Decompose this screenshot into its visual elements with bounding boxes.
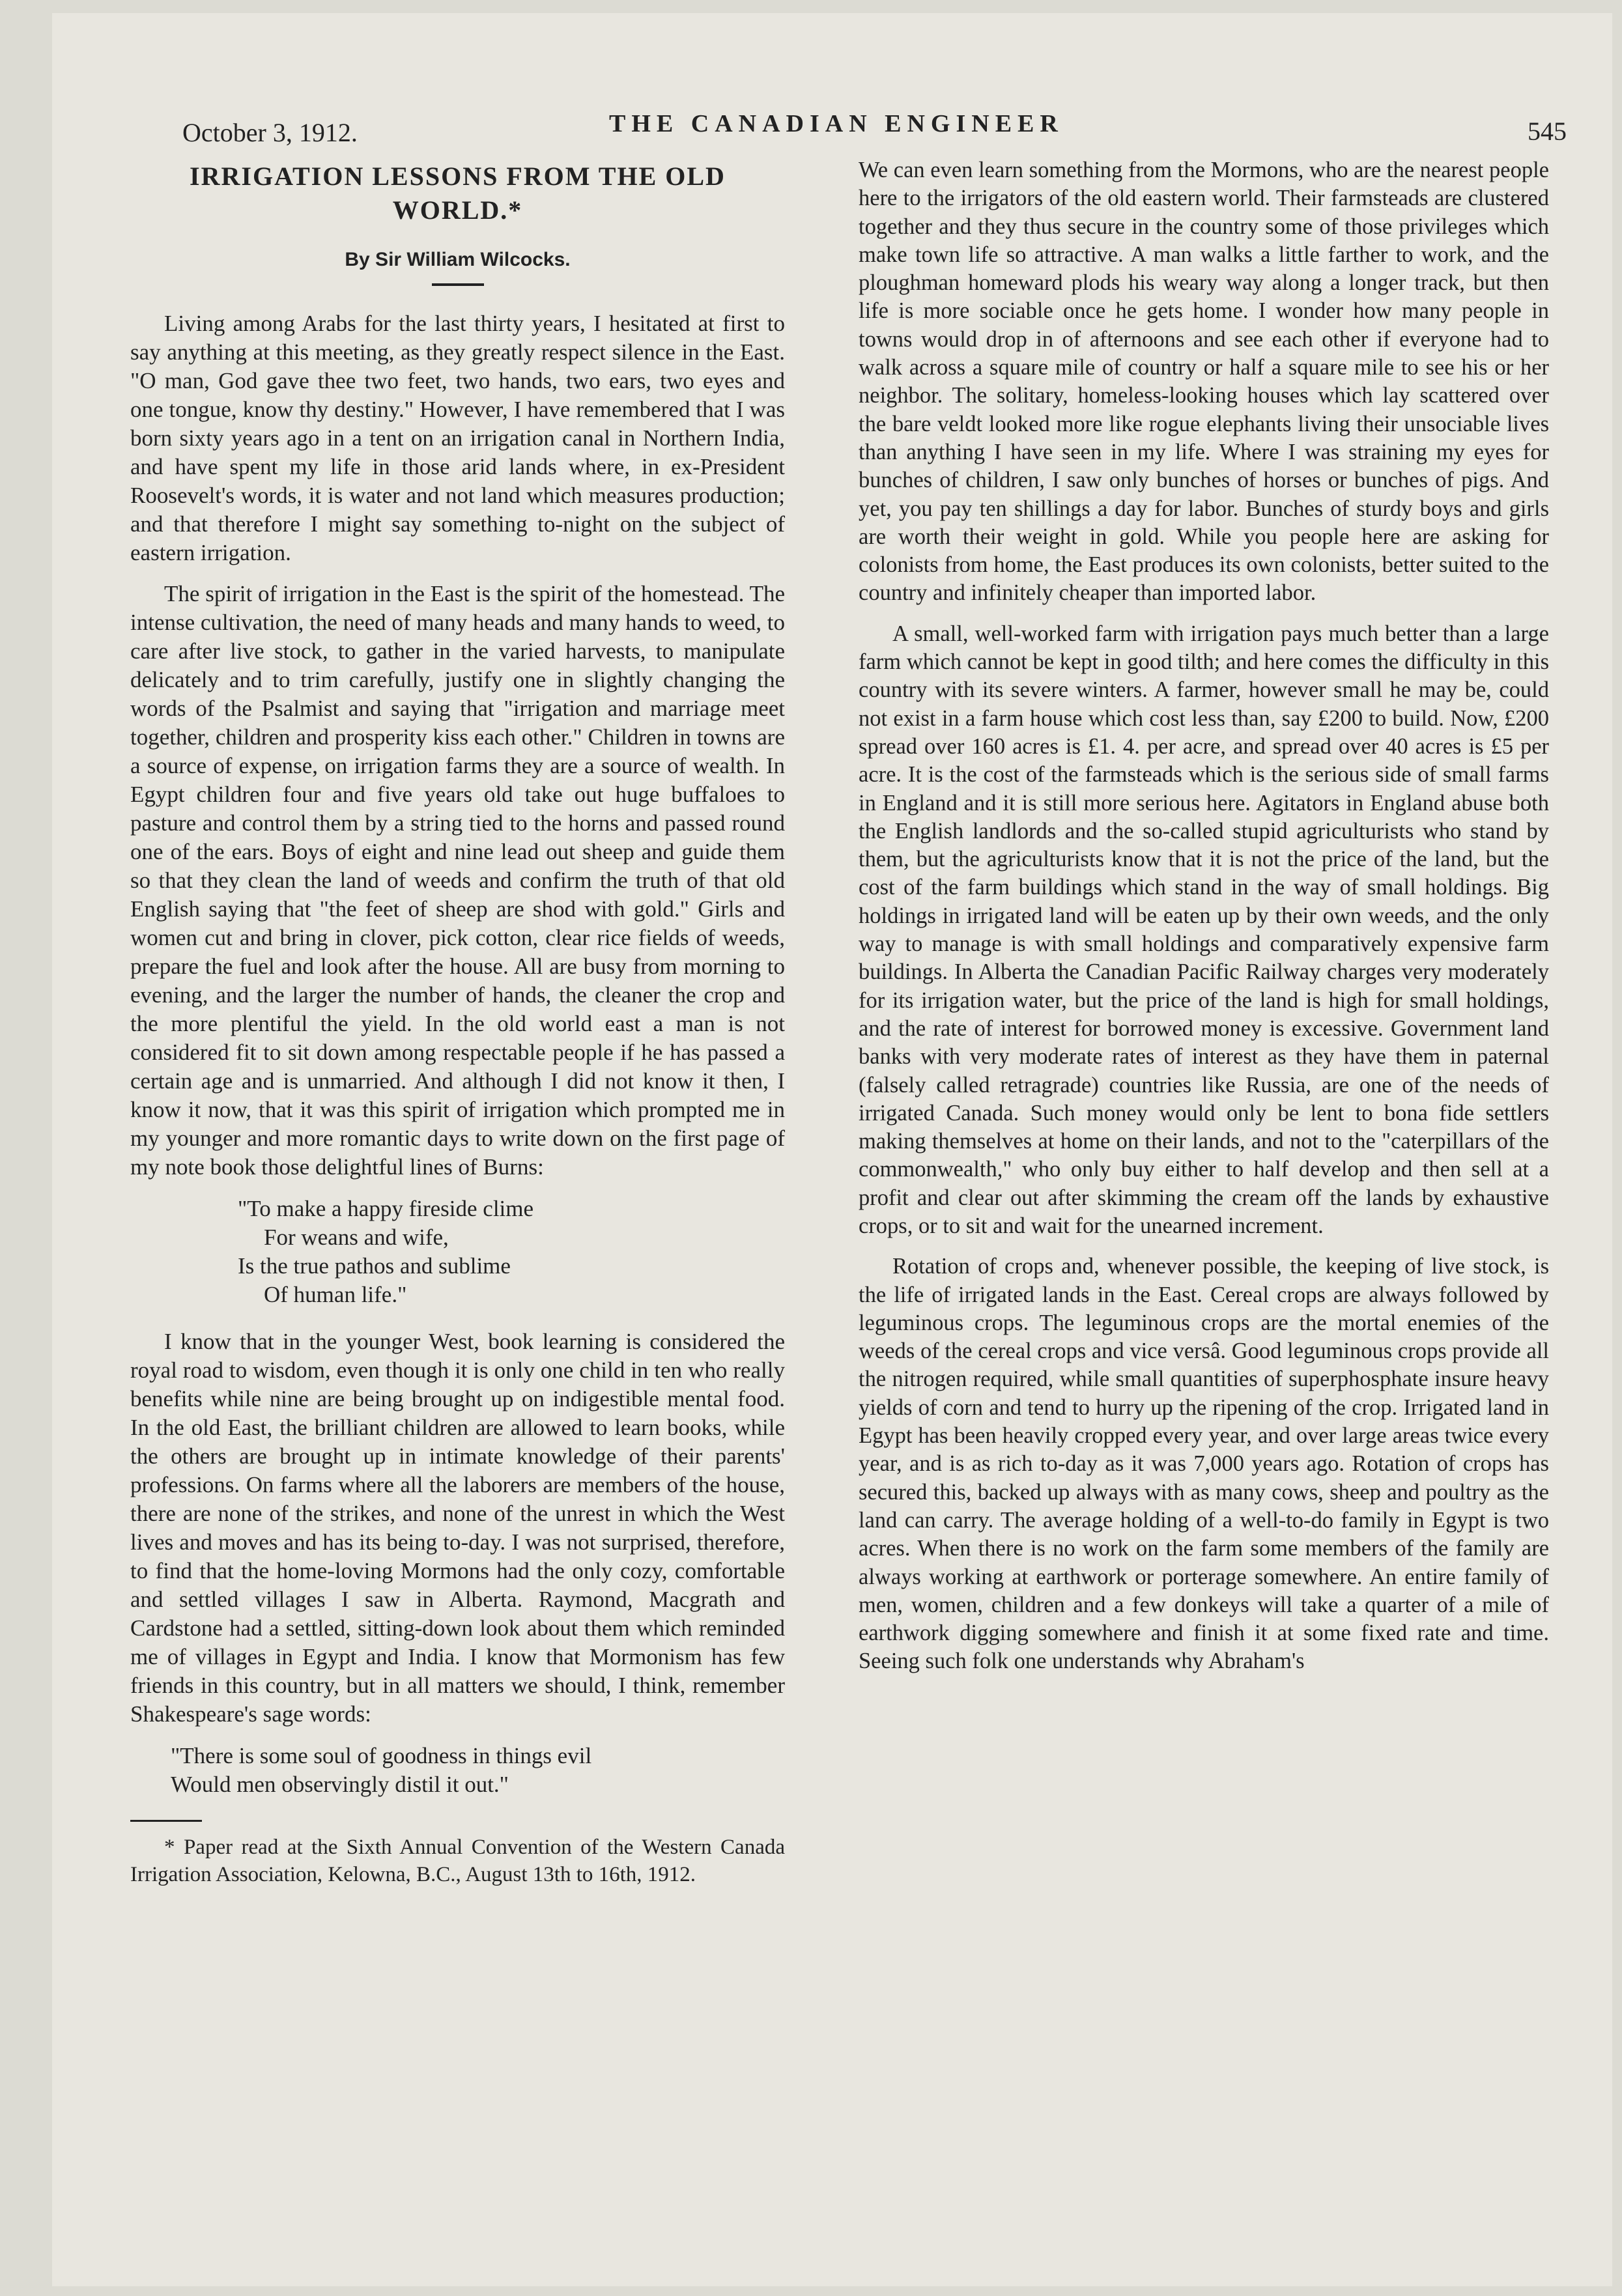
paragraph: A small, well-worked farm with irrigation pays much better than a large farm which cannot be kept in good tilth; and here comes the difficulty in this country with its severe winters. A farmer, however small he may be, could not exist in a farm house which cost less than, say £200 to build. Now, £200 spread over 160 acres is £1. 4. per acre, and spread over 40 acres is £5 per acre. It is the cost of the farmsteads which is the serious side of small farms in England and it is still more serious here. Agitators in England abuse both the English landlords and the so-called stupid agriculturists who stand by them, but the agriculturists know that it is not the price of the land, but the cost of the farm buildings which stand in the way of small holdings. Big holdings in irrigated land will be eaten up by their own weeds, and the only way to manage is with small holdings and comparatively expensive farm buildings. In Alberta the Canadian Pacific Railway charges very moderately for its irrigation water, but the price of the land is high for small holdings, and the rate of interest for borrowed money is excessive. Government land banks with very moderate rates of interest as they have them in paternal (falsely called retragrade) countries like Russia, are one of the needs of irrigated Canada. Such money would only be lent to bona fide settlers making themselves at home on their lands, and not to the "caterpillars of the commonwealth," who only buy either to half develop and then sell at a profit and clear out after skimming the cream off the lands by exhaustive crops, or to sit and wait for the unearned increment. [859,621,1549,1238]
shakespeare-quote [130,1742,785,1799]
paragraph: I know that in the younger West, book learning is considered the royal road to wisdom, even though it is only one child in ten who really benefits while nine are being brought up on indigestible mental food. In the old East, the brilliant children are allowed to learn books, while the others are brought up in intimate knowledge of their parents' professions. On farms where all the laborers are members of the house, there are none of the strikes, and none of the unrest in which the West lives and moves and has its being to-day. I was not surprised, therefore, to find that the home-loving Mormons had the only cozy, comfortable and settled villages I saw in Alberta. Raymond, Macgrath and Cardstone had a settled, sitting-down look about them which reminded me of villages in Egypt and India. I know that Mormonism has few friends in this country, but in all matters we should, I think, remember Shakespeare's sage words: [130,1329,785,1727]
footnote-rule [130,1820,202,1822]
right-column [859,156,1549,1676]
verse-line: Is the true pathos and sublime [238,1253,511,1279]
article-author: By Sir William Wilcocks. [345,249,571,270]
article-title: IRRIGATION LESSONS FROM THE OLD WORLD.* [190,162,726,225]
issue-date: October 3, 1912. [182,118,358,147]
page-number: 545 [1528,117,1567,146]
paragraph: Rotation of crops and, whenever possible, the keeping of live stock, is the life of irrigated lands in the East. Cereal crops are always followed by leguminous crops. The leguminous crops are the mortal enemies of the weeds of the cereal crops and vice versâ. Good leguminous crops provide all the nitrogen required, while small quantities of superphosphate insure heavy yields of corn and tend to hurry up the ripening of the crop. Irrigated land in Egypt has been heavily cropped every year, and over large areas twice every year, and is as rich to-day as it was 7,000 years ago. Rotation of crops has secured this, backed up always with as many cows, sheep and poultry as the land can carry. The average holding of a well-to-do family in Egypt is two acres. When there is no work on the farm some members of the family are always working at earthwork or porterage somewhere. An entire family of men, women, children and a few donkeys will take a quarter of a mile of earthwork digging somewhere and finish it at some fixed rate and time. Seeing such folk one understands why Abraham's [859,1254,1549,1674]
left-column [130,160,785,1888]
burns-verse [130,1195,785,1309]
quote-line: Would men observingly distil it out." [171,1772,509,1797]
paragraph: Living among Arabs for the last thirty years, I hesitated at first to say anything at this meeting, as they greatly respect silence in the East. "O man, God gave thee two feet, two hands, two ears, two eyes and one tongue, know thy destiny." However, I have remembered that I was born sixty years ago in a tent on an irrigation canal in Northern India, and have spent my life in those arid lands where, in ex-President Roosevelt's words, it is water and not land which measures production; and that therefore I might say something to-night on the subject of eastern irrigation. [130,311,785,565]
paragraph: The spirit of irrigation in the East is the spirit of the homestead. The intense cultivation, the need of many heads and many hands to weed, to care after live stock, to gather in the varied harvests, to manipulate delicately and to trim carefully, justify one in slightly changing the words of the Psalmist and saying that "irrigation and marriage meet together, children and prosperity kiss each other." Children in towns are a source of expense, on irrigation farms they are a source of wealth. In Egypt children four and five years old take out huge buffaloes to pasture and control them by a string tied to the horns and passed round one of the ears. Boys of eight and nine lead out sheep and guide them so that they clean the land of weeds and confirm the truth of that old English saying that "the feet of sheep are shod with gold." Girls and women cut and bring in clover, pick cotton, clear rice fields of weeds, prepare the fuel and look after the house. All are busy from morning to evening, and the larger the number of hands, the cleaner the crop and the more plentiful the yield. In the old world east a man is not considered fit to sit down among respectable people if he has passed a certain age and is unmarried. And although I did not know it then, I know it now, that it was this spirit of irrigation which prompted me in my younger and more romantic days to write down on the first page of my note book those delightful lines of Burns: [130,581,786,1180]
verse-line: For weans and wife, [264,1225,449,1250]
quote-line: "There is some soul of goodness in things evil [171,1743,592,1768]
verse-line: Of human life." [264,1282,407,1307]
verse-line: "To make a happy fireside clime [238,1196,534,1221]
journal-title: THE CANADIAN ENGINEER [609,110,1064,137]
paragraph: We can even learn something from the Mormons, who are the nearest people here to the irrigators of the old eastern world. Their farmsteads are clustered together and they thus secure in the country some of those privileges which make town life so attractive. A man walks a little farther to work, and the ploughman homeward plods his weary way along a longer track, but then life is more sociable once he gets home. I wonder how many people in towns would drop in of afternoons and see each other if everyone had to walk across a square mile of country or half a square mile to see his or her neighbor. The solitary, homeless-looking houses which lay scattered over the bare veldt looked more like rogue elephants living their unsociable lives than anything I have seen in my life. Where I was straining my eyes for bunches of children, I saw only bunches of horses or bunches of pigs. And yet, you pay ten shillings a day for labor. Bunches of sturdy boys and girls are worth their weight in gold. While you people here are asking for colonists from home, the East produces its own colonists, better suited to the country and infinitely cheaper than imported labor. [859,158,1549,606]
footnote: * Paper read at the Sixth Annual Convention of the Western Canada Irrigation Association, Kelowna, B.C., August 13th to 16th, 1912. [130,1835,785,1886]
title-rule [432,283,484,286]
